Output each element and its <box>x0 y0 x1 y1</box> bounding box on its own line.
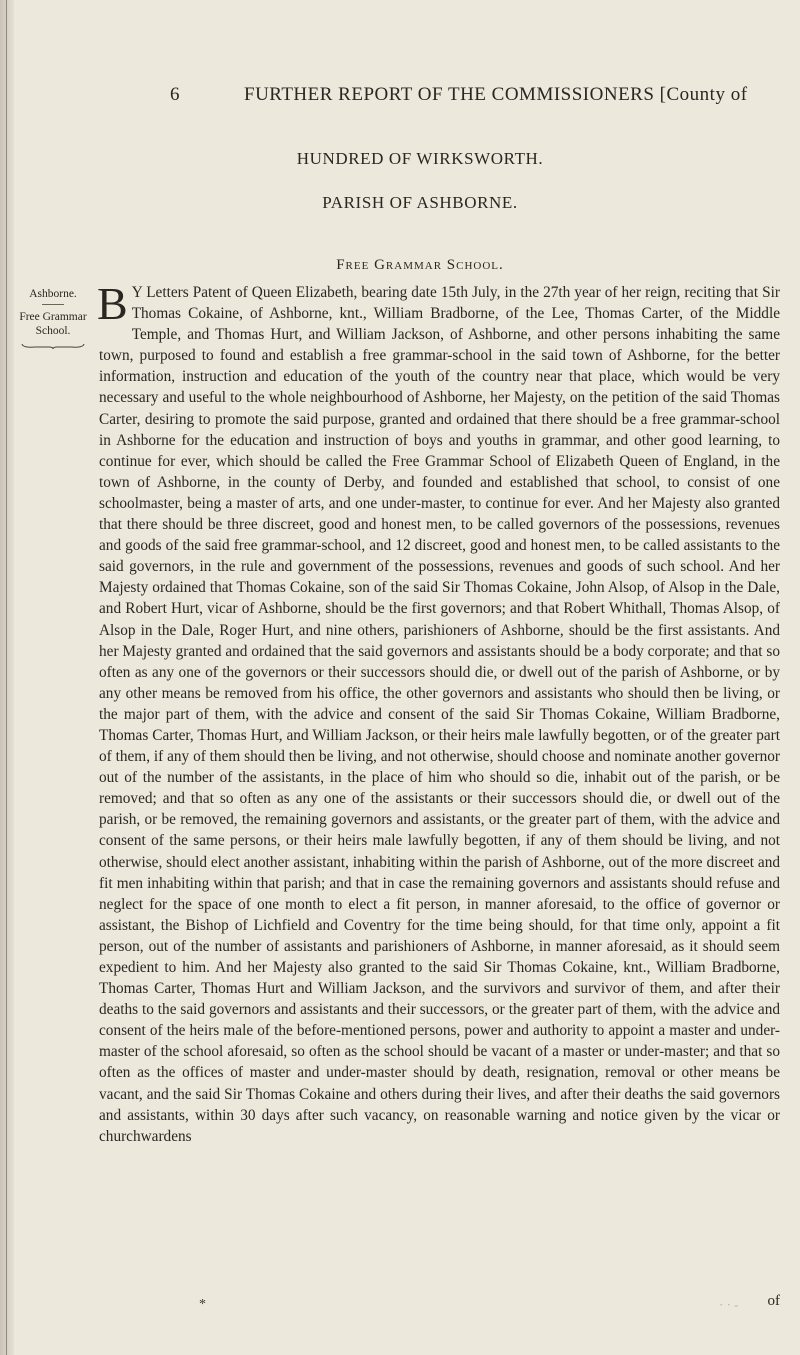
catchword: of <box>767 1293 780 1309</box>
margin-note-subject-1: Free Grammar <box>19 311 87 323</box>
page-number: 6 <box>170 84 180 105</box>
running-title: FURTHER REPORT OF THE COMMISSIONERS [County of <box>244 84 748 105</box>
margin-brace-icon <box>21 343 85 349</box>
drop-cap: B <box>97 278 128 329</box>
parish-heading: PARISH OF ASHBORNE. <box>322 193 518 212</box>
signature-mark: * <box>199 1297 206 1312</box>
margin-rule <box>42 304 64 305</box>
bleed-through-marks: · · - <box>719 1297 739 1312</box>
section-title: Free Grammar School. <box>336 257 504 273</box>
margin-notes <box>16 287 90 349</box>
hundred-heading: HUNDRED OF WIRKSWORTH. <box>296 149 544 168</box>
margin-note-place: Ashborne. <box>29 288 77 300</box>
margin-note-subject-2: School. <box>35 325 71 337</box>
body-paragraph <box>97 278 780 1147</box>
page-footer <box>99 1295 780 1317</box>
body-text: Y Letters Patent of Queen Elizabeth, bearing date 15th July, in the 27th year of her reign, reciting that Sir Thomas Cokaine, of Ashborne, knt., William Bradborne, of the Lee, Thomas Carter, of the Middle Temple, and Thomas Hurt, and William Jackson, of Ashborne, and other persons inhabiting the same town, purposed to found and establish a free grammar-school in the said town of Ashborne, for the better information, instruction and education of the youth of the country near that place, which would be very necessary and useful to the whole neighbourhood of Ashborne, her Majesty, on the petition of the said Thomas Carter, desiring to promote the said purpose, granted and ordained that there should be a free grammar-school in Ashborne for the education and instruction of boys and youths in grammar, and other good learning, to continue for ever, which should be called the Free Grammar School of Elizabeth Queen of England, in the town of Ashborne, in the county of Derby, and founded and established that school, to consist of one schoolmaster, being a master of arts, and one under-master, to continue for ever. And her Majesty also granted that there should be three discreet, good and honest men, to be called governors of the possessions, revenues and goods of the said free grammar-school, and 12 discreet, good and honest men, to be called assistants to the said governors, in the rule and government of the possessions, revenues and goods of such school. And her Majesty ordained that Thomas Cokaine, son of the said Sir Thomas Cokaine, John Alsop, of Alsop in the Dale, and Robert Hurt, vicar of Ashborne, should be the first governors; and that Robert Whithall, Thomas Alsop, of Alsop in the Dale, Roger Hurt, and nine others, parishioners of Ashborne, should be the first assistants. And her Majesty granted and ordained that the said governors and assistants should be a body corporate; and that so often as any one of the governors or their successors should die, or dwell out of the parish of Ashborne, or by any other means be removed from his office, the other governors and assistants who should then be living, or the major part of them, with the advice and consent of the said Sir Thomas Cokaine, William Bradborne, Thomas Carter, Thomas Hurt, and William Jackson, or their heirs male lawfully begotten, or of the greater part of them, if any of them should then be living, and not otherwise, should choose and nominate another governor out of the number of the assistants, in the place of him who should so die, inhabit out of the parish, or be removed; and that so often as any one of the assistants or their successors should die, or dwell out of the parish, or be removed, the remaining governors and assistants, or the greater part of them, with the advice and consent of the same persons, or their heirs male lawfully begotten, if any of them should be living, and not otherwise, should elect another assistant, inhabiting within the parish of Ashborne, out of the more discreet and fit men inhabiting within that parish; and that in case the remaining governors and assistants should refuse and neglect for the space of one month to elect a fit person, in manner aforesaid, to the office of governor or assistant, the Bishop of Lichfield and Coventry for the time being should, for that time only, appoint a fit person, out of the number of assistants and parishioners of Ashborne, in manner aforesaid, as it should seem expedient to him. And her Majesty also granted to the said Sir Thomas Cokaine, knt., William Bradborne, Thomas Carter, Thomas Hurt and William Jackson, and the survivors and survivor of them, and after their deaths to the said governors and assistants and their successors, or the greater part of them, with the advice and consent of the heirs male of the before-mentioned persons, power and authority to appoint a master and under-master of the school aforesaid, so often as the school should be vacant of a master or under-master; and that so often as the offices of master and under-master should by death, resignation, removal or other means be vacant, and the said Sir Thomas Cokaine and others during their lives, and after their deaths the said governors and assistants, within 30 days after such vacancy, on reasonable warning and notice given by the vicar or churchwardens <box>99 284 780 1145</box>
